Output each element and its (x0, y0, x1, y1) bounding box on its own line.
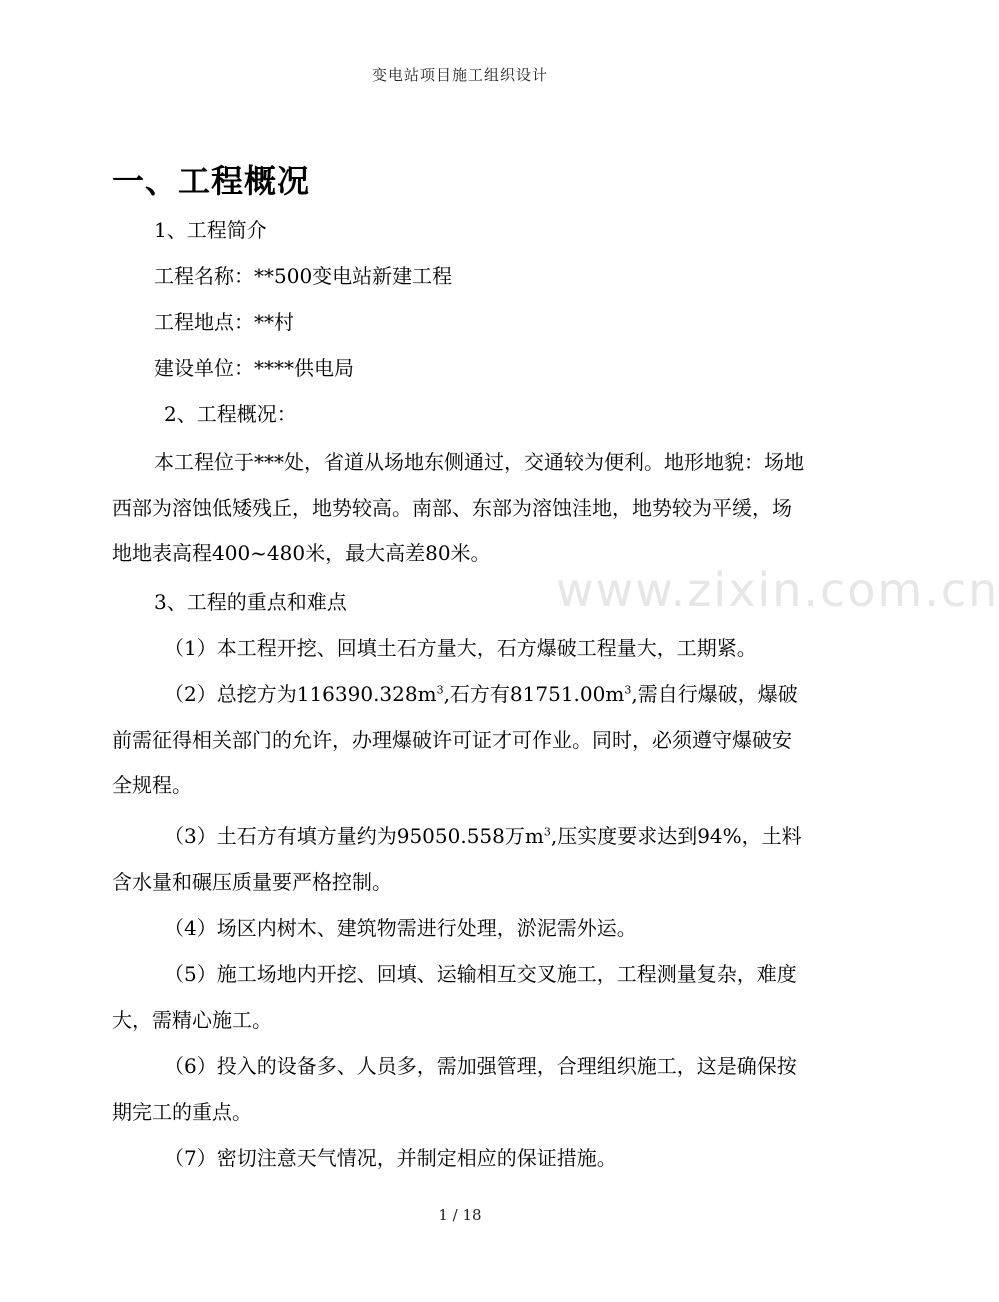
keypoint-3-part-b: ,压实度要求达到94%，土料含水量和碾压质量要严格控制。 (112, 824, 802, 894)
cubic-superscript: 3 (543, 825, 551, 839)
project-location: 工程地点：**村 (154, 310, 294, 334)
overview-paragraph: 本工程位于***处，省道从场地东侧通过，交通较为便利。地形地貌：场地西部为溶蚀低矮残丘，地势较高。南部、东部为溶蚀洼地，地势较为平缓，场地地表高程400~480米，最大高差80米。 (112, 450, 804, 565)
watermark: www.zixin.com.cn (556, 563, 999, 617)
project-builder: 建设单位：****供电局 (154, 356, 354, 380)
keypoint-2-part-a: （2）总挖方为116390.328m (164, 682, 437, 706)
cubic-superscript: 3 (624, 683, 632, 697)
keypoint-4: （4）场区内树木、建筑物需进行处理，淤泥需外运。 (164, 916, 637, 940)
keypoint-1: （1）本工程开挖、回填土石方量大，石方爆破工程量大，工期紧。 (164, 636, 757, 660)
keypoint-5: （5）施工场地内开挖、回填、运输相互交叉施工，工程测量复杂，难度大，需精心施工。 (112, 962, 797, 1032)
keypoint-3 (112, 814, 810, 905)
intro-subheading: 1、工程简介 (154, 218, 267, 242)
page-number: 1 / 18 (438, 1206, 482, 1224)
keypoint-3-part-a: （3）土石方有填方量约为95050.558万m (164, 824, 544, 848)
project-name: 工程名称：**500变电站新建工程 (154, 264, 453, 288)
keypoint-2 (112, 672, 810, 809)
keypoints-subheading: 3、工程的重点和难点 (154, 590, 347, 614)
keypoint-2-part-b: ,石方有81751.00m (443, 682, 625, 706)
cubic-superscript: 3 (436, 683, 444, 697)
keypoint-6: （6）投入的设备多、人员多，需加强管理，合理组织施工，这是确保按期完工的重点。 (112, 1054, 797, 1124)
overview-subheading: 2、工程概况： (164, 402, 297, 426)
page-header: 变电站项目施工组织设计 (371, 66, 548, 84)
keypoint-2-part-c: ,需自行爆破，爆破前需征得相关部门的允许，办理爆破许可证才可作业。同时，必须遵守爆破安全规程。 (112, 682, 798, 797)
section-heading: 一、工程概况 (112, 162, 311, 200)
keypoint-7: （7）密切注意天气情况，并制定相应的保证措施。 (164, 1146, 617, 1170)
